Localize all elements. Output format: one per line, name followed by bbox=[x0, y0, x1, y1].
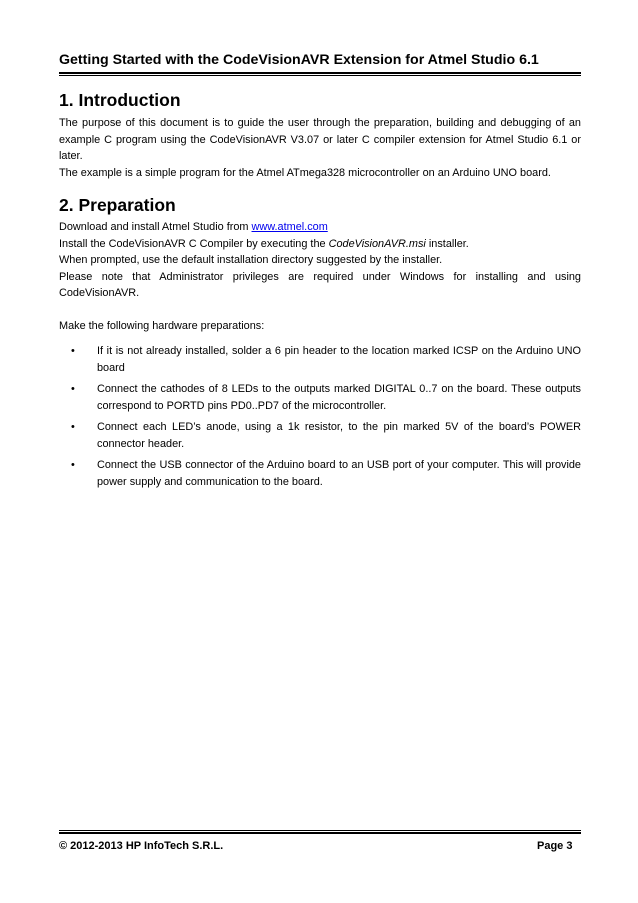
installer-filename: CodeVisionAVR.msi bbox=[328, 237, 426, 250]
bullet-icon: • bbox=[71, 383, 75, 395]
page-content bbox=[59, 88, 581, 495]
footer-copyright: © 2012-2013 HP InfoTech S.R.L. bbox=[59, 840, 224, 852]
hardware-steps-list bbox=[59, 343, 581, 490]
prompted-line: When prompted, use the default installation directory suggested by the installer. bbox=[59, 254, 443, 266]
bullet-icon: • bbox=[71, 345, 75, 357]
list-item-text: Connect each LED’s anode, using a 1k resistor, to the pin marked 5V of the board’s POWER connector header. bbox=[97, 421, 581, 450]
running-header-title: Getting Started with the CodeVisionAVR Extension for Atmel Studio 6.1 bbox=[59, 52, 539, 68]
list-item bbox=[59, 457, 581, 490]
admin-note: Please note that Administrator privileges are required under Windows for installing and using CodeVisionAVR. bbox=[59, 270, 581, 299]
section-preparation bbox=[59, 193, 581, 490]
section-heading-introduction: 1. Introduction bbox=[59, 90, 181, 110]
list-item bbox=[59, 381, 581, 414]
intro-paragraph: The purpose of this document is to guide the user through the preparation, building and debugging of an example C program using the CodeVisionAVR V3.07 or later C compiler extension for Atmel Studio 6.1 or later. bbox=[59, 117, 581, 162]
list-item-text: If it is not already installed, solder a 6 pin header to the location marked ICSP on the Arduino UNO board bbox=[97, 345, 581, 374]
bullet-icon: • bbox=[71, 421, 75, 433]
download-text: Download and install Atmel Studio from bbox=[59, 221, 252, 233]
list-item bbox=[59, 419, 581, 452]
install-suffix-text: installer. bbox=[425, 237, 469, 250]
footer-rule bbox=[59, 830, 581, 834]
section-introduction bbox=[59, 88, 581, 181]
list-item-text: Connect the cathodes of 8 LEDs to the outputs marked DIGITAL 0..7 on the board. These outputs correspond to PORTD pins PD0..PD7 of the microcontroller. bbox=[97, 383, 581, 412]
atmel-website-link[interactable]: www.atmel.com bbox=[251, 221, 328, 233]
list-item-text: Connect the USB connector of the Arduino board to an USB port of your computer. This will provide power supply and communication to the board. bbox=[97, 459, 581, 488]
list-item bbox=[59, 343, 581, 376]
intro-example-paragraph: The example is a simple program for the Atmel ATmega328 microcontroller on an Arduino UNO board. bbox=[59, 166, 551, 179]
install-line bbox=[59, 236, 581, 253]
header-rule bbox=[59, 72, 581, 76]
page-number: Page 3 bbox=[537, 840, 573, 852]
install-text: Install the CodeVisionAVR C Compiler by executing the bbox=[59, 237, 329, 250]
hardware-intro: Make the following hardware preparations: bbox=[59, 319, 265, 332]
bullet-icon: • bbox=[71, 459, 75, 471]
section-heading-preparation: 2. Preparation bbox=[59, 195, 176, 215]
download-line bbox=[59, 219, 581, 236]
